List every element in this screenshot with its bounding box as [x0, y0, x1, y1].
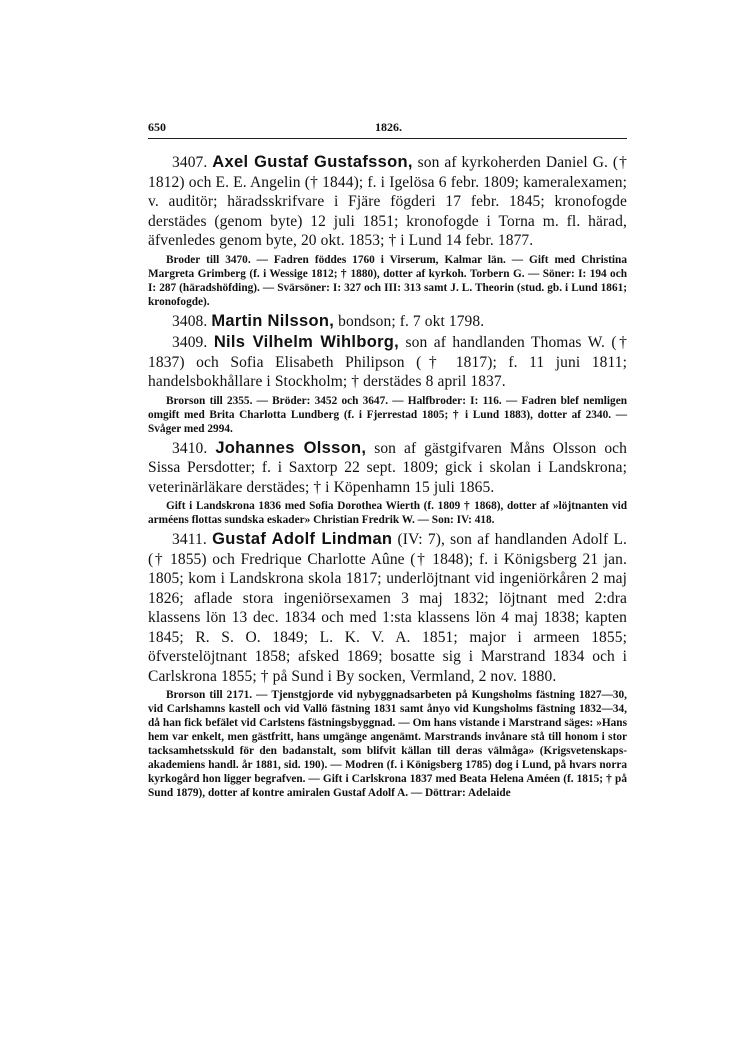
entry-3408	[148, 312, 627, 332]
page-header	[148, 118, 627, 139]
entry-note: Brorson till 2171. — Tjenstgjorde vid nybyggnadsarbeten på Kungsholms fästning 1827—30, vid Carlshamns kastell och vid Vallö fästning 1831 samt ånyo vid Kungsholms fästning 1832—34, då han fick befälet vid Carlstens fästningsbyggnad. — Om hans vistande i Marstrand säges: »Hans hem var enkelt, men gästfritt, hans umgänge angenämt. Marstrands invånare stå till honom i stor tacksamhetsskuld för den badanstalt, som blifvit källan till deras välmåga» (Krigsvetenskaps-akademiens handl. år 1881, sid. 190). — Modren (f. i Königsberg 1785) dog i Lund, på hvars norra kyrkogård hon ligger begrafven. — Gift i Carlskrona 1837 med Beata Helena Améen (f. 1815; † på Sund 1879), dotter af kontre amiralen Gustaf Adolf A. — Döttrar: Adelaide	[148, 689, 627, 799]
entry-note: Broder till 3470. — Fadren föddes 1760 i Virserum, Kalmar län. — Gift med Christina Margreta Grimberg (f. i Wessige 1812; † 1880), dotter af kyrkoh. Torbern G. — Söner: I: 194 och I: 287 (häradshöfding). — Svärsöner: I: 327 och III: 313 samt J. L. Theorin (stud. gb. i Lund 1861; kronofogde).	[148, 253, 627, 308]
entry-note: Brorson till 2355. — Bröder: 3452 och 3647. — Halfbroder: I: 116. — Fadren blef nemligen omgift med Brita Charlotta Lundberg (f. i Fjerrestad 1805; † i Lund 1883), dotter af 2340. — Svåger med 2994.	[148, 394, 627, 435]
entry-text: son af handlanden Thomas W. († 1837) och Sofia Elisabeth Philipson († 1817); f. 11 juni 1811; handelsbokhållare i Stockholm; † derstädes 8 april 1837.	[148, 334, 627, 390]
entry-name: Axel Gustaf Gustafsson,	[212, 153, 413, 171]
entry-name: Nils Vilhelm Wihlborg,	[213, 333, 400, 351]
entry-3409	[148, 333, 627, 436]
entry-number: 3407.	[172, 154, 208, 171]
entry-number: 3409.	[172, 334, 208, 351]
page-number: 650	[148, 120, 166, 134]
entry-number: 3408.	[172, 312, 208, 330]
entry-name: Johannes Olsson,	[215, 438, 367, 457]
entry-3407	[148, 153, 627, 309]
entry-text: bondson; f. 7 okt 1798.	[338, 312, 485, 330]
entry-name: Gustaf Adolf Lindman	[212, 530, 393, 548]
entry-text: son af kyrkoherden Daniel G. († 1812) och E. E. Angelin († 1844); f. i Igelösa 6 febr. 1809; kameralexamen; v. auditör; häradsskrifvare i Fjäre fögderi 17 febr. 1845; kronofogde derstädes (genom byte) 12 juli 1851; kronofogde i Torna m. fl. härad, äfvenledes genom byte, 20 okt. 1853; † i Lund 14 febr. 1877.	[148, 154, 627, 249]
entry-note: Gift i Landskrona 1836 med Sofia Dorothea Wierth (f. 1809 † 1868), dotter af »löjtnanten vid arméens flottas sundska eskader» Christian Fredrik W. — Son: IV: 418.	[148, 500, 627, 526]
entry-name: Martin Nilsson,	[211, 311, 335, 330]
entry-number: 3410.	[172, 439, 208, 457]
entry-text: (IV: 7), son af handlanden Adolf L. († 1855) och Fredrique Charlotte Aûne († 1848); f. i Königsberg 21 jan. 1805; kom i Landskrona skola 1817; underlöjtnant vid ingeniörkåren 2 maj 1826; aflade stora ingeniörsexamen 3 maj 1832; löjtnant med 2:dra klassens lön 13 dec. 1834 och med 1:sta klassens lön 4 maj 1838; kapten 1845; R. S. O. 1849; L. K. V. A. 1851; major i armeen 1855; öfverstelöjtnant 1858; afsked 1869; bosatte sig i Marstrand 1834 och i Carlskrona 1855; † på Sund i By socken, Vermland, 2 nov. 1880.	[148, 531, 627, 685]
entry-number: 3411.	[172, 531, 207, 548]
entry-list	[148, 153, 627, 800]
document-page	[148, 118, 627, 803]
entry-3411	[148, 530, 627, 800]
entry-text: son af gästgifvaren Måns Olsson och Sissa Persdotter; f. i Saxtorp 22 sept. 1809; gick i skolan i Landskrona; veterinärläkare derstädes; † i Köpenhamn 15 juli 1865.	[148, 439, 627, 496]
running-year: 1826.	[375, 120, 402, 134]
entry-3410	[148, 439, 627, 528]
